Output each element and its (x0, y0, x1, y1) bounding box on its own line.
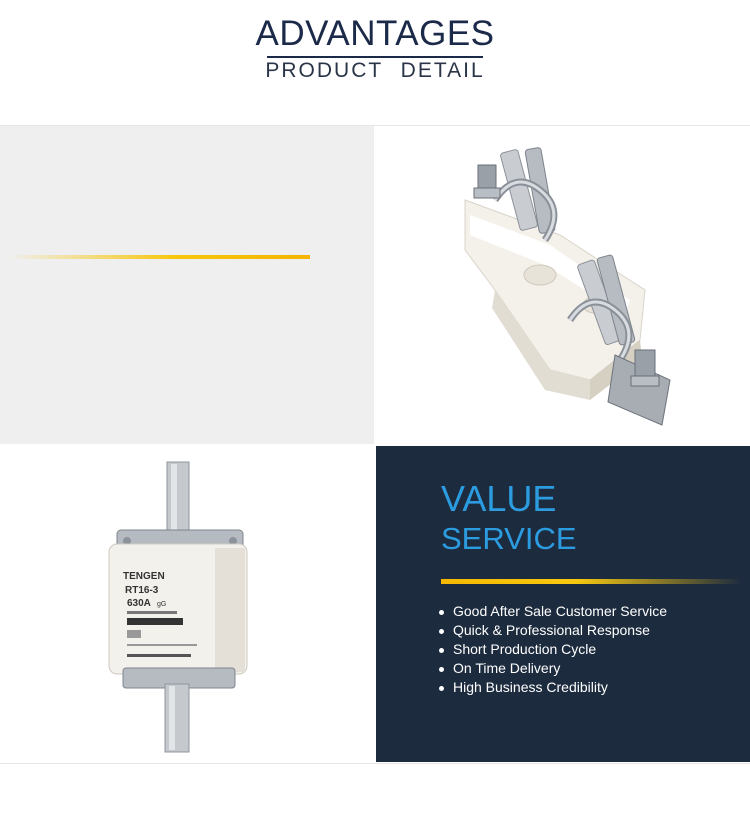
value-gold-bar (441, 579, 741, 584)
list-item: Short Production Cycle (439, 640, 667, 659)
fuse-model-label: RT16-3 (125, 585, 159, 596)
fuse-photo (105, 458, 265, 753)
list-item: Good After Sale Customer Service (439, 602, 667, 621)
header-subtitle: PRODUCT DETAIL (265, 59, 485, 82)
header-title: ADVANTAGES (255, 14, 495, 53)
bottom-divider (0, 763, 750, 764)
fuse-rating-label: 630A (127, 598, 151, 609)
fuse-class-label: gG (157, 601, 167, 608)
value-title-line1: VALUE (441, 478, 557, 519)
list-item: On Time Delivery (439, 659, 667, 678)
value-service-list (439, 602, 667, 697)
value-title-line2: SERVICE (441, 521, 577, 556)
bullet-icon (439, 667, 444, 672)
bullet-icon (439, 686, 444, 691)
bullet-icon (439, 648, 444, 653)
bullet-icon (439, 610, 444, 615)
fuse-base-photo (440, 140, 690, 440)
quality-panel (0, 126, 374, 444)
header-rule (267, 56, 483, 58)
bullet-icon (439, 629, 444, 634)
fuse-brand-label: TENGEN (123, 571, 165, 582)
quality-gold-bar (10, 255, 310, 259)
list-item: Quick & Professional Response (439, 621, 667, 640)
list-item: High Business Credibility (439, 678, 667, 697)
